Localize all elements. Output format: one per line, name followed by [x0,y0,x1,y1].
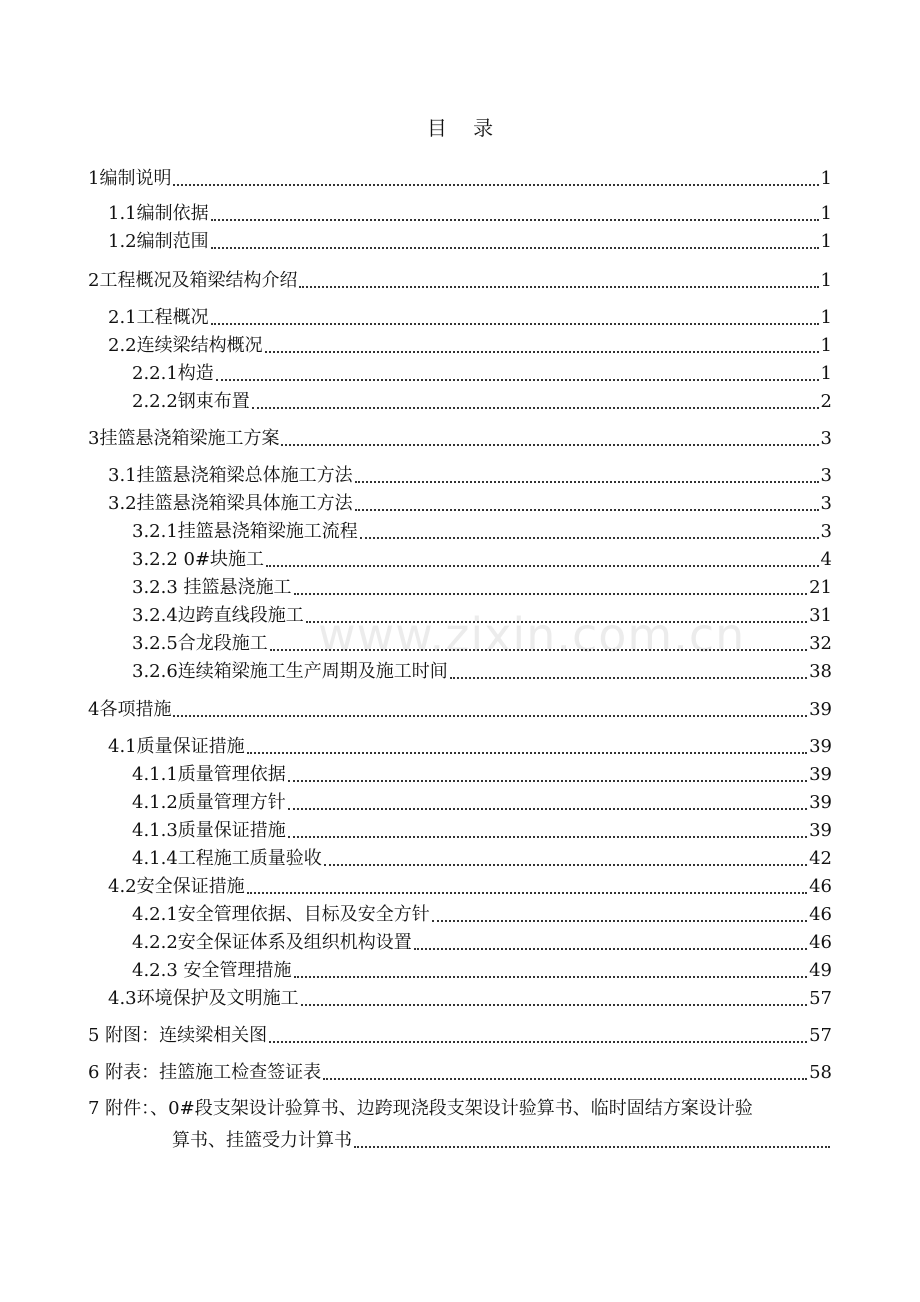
toc-entry[interactable] [108,736,832,758]
toc-entry-page: 39 [809,820,832,841]
toc-entry[interactable] [132,848,832,870]
toc-entry-label: 3.1挂篮悬浇箱梁总体施工方法 [108,465,353,486]
toc-entry-label: 4.1.4工程施工质量验收 [132,848,322,869]
dot-leader [247,752,807,754]
dot-leader [432,920,807,922]
toc-entry[interactable] [132,820,832,842]
dot-leader [266,565,818,567]
toc-entry-label: 4.3环境保护及文明施工 [108,988,299,1009]
toc-entry-page: 2 [820,391,832,412]
toc-entry[interactable] [88,270,832,292]
dot-leader [288,808,807,810]
toc-entry-page: 4 [820,549,832,570]
dot-leader [281,444,818,446]
toc-entry[interactable] [88,428,832,450]
toc-entry[interactable] [132,577,832,599]
toc-entry-page: 46 [809,932,832,953]
toc-entry-page: 39 [809,792,832,813]
toc-entry-appendix-line1[interactable]: 7 附件：、0#段支架设计验算书、边跨现浇段支架设计验算书、临时固结方案设计验 [88,1098,753,1119]
toc-entry[interactable] [108,335,832,357]
toc-entry[interactable] [132,633,832,655]
toc-entry-label: 4.1.1质量管理依据 [132,764,286,785]
toc-entry-label: 1.1编制依据 [108,203,209,224]
dot-leader [354,1146,830,1148]
toc-entry[interactable] [132,661,832,683]
dot-leader [252,407,819,409]
toc-entry-page: 1 [820,231,832,252]
toc-entry[interactable] [108,465,832,487]
toc-entry[interactable] [132,549,832,571]
dot-leader [299,286,818,288]
toc-entry[interactable] [108,307,832,329]
toc-entry-page: 38 [809,661,832,682]
dot-leader [211,247,819,249]
toc-entry[interactable] [132,764,832,786]
dot-leader [323,1078,807,1080]
toc-entry[interactable] [108,203,832,225]
toc-entry-page: 1 [820,307,832,328]
dot-leader [414,948,807,950]
toc-entry-label: 2.2连续梁结构概况 [108,335,263,356]
toc-entry-page: 39 [809,736,832,757]
toc-entry-label: 3.2.5合龙段施工 [132,633,268,654]
dot-leader [306,621,807,623]
toc-entry-page: 42 [809,848,832,869]
toc-entry-label: 2工程概况及箱梁结构介绍 [88,270,298,291]
toc-entry-page: 46 [809,904,832,925]
toc-entry-page: 31 [809,605,832,626]
dot-leader [294,593,808,595]
toc-entry-label: 3.2.6连续箱梁施工生产周期及施工时间 [132,661,448,682]
dot-leader [173,184,818,186]
toc-entry[interactable] [88,699,832,721]
watermark: www.zixin.com.cn [318,608,746,662]
dot-leader [360,537,819,539]
toc-entry-label: 4各项措施 [88,699,172,720]
toc-entry-label: 4.2.3 安全管理措施 [132,960,292,981]
toc-entry[interactable] [132,904,832,926]
toc-entry-label: 4.2.2安全保证体系及组织机构设置 [132,932,412,953]
toc-entry[interactable] [132,363,832,385]
toc-entry[interactable] [108,988,832,1010]
toc-entry-page: 1 [820,270,832,291]
toc-entry-page: 1 [820,203,832,224]
dot-leader [173,715,807,717]
dot-leader [301,1004,807,1006]
toc-entry-label: 算书、挂篮受力计算书 [172,1130,352,1151]
toc-entry-label: 3.2.3 挂篮悬浇施工 [132,577,292,598]
toc-entry-label: 1.2编制范围 [108,231,209,252]
toc-entry[interactable] [132,932,832,954]
dot-leader [450,677,807,679]
dot-leader [355,509,819,511]
toc-entry[interactable] [132,521,832,543]
toc-entry-label: 3.2挂篮悬浇箱梁具体施工方法 [108,493,353,514]
toc-entry-label: 2.2.2钢束布置 [132,391,250,412]
dot-leader [288,780,807,782]
toc-entry-label: 4.2安全保证措施 [108,876,245,897]
toc-entry[interactable] [88,1025,832,1047]
toc-entry[interactable] [88,168,832,190]
toc-entry-page: 57 [809,988,832,1009]
toc-title: 目 录 [426,116,504,140]
dot-leader [288,836,807,838]
toc-entry-label: 3.2.1挂篮悬浇箱梁施工流程 [132,521,358,542]
toc-entry-page: 58 [809,1062,832,1083]
toc-entry[interactable] [132,960,832,982]
toc-entry-label: 2.1工程概况 [108,307,209,328]
toc-entry-label: 3.2.4边跨直线段施工 [132,605,304,626]
dot-leader [324,864,807,866]
toc-entry-page: 39 [809,699,832,720]
toc-entry-page: 3 [820,465,832,486]
toc-entry-page: 3 [820,521,832,542]
toc-entry-page: 3 [820,493,832,514]
dot-leader [269,1041,807,1043]
toc-entry[interactable] [108,876,832,898]
toc-entry-label: 4.1.3质量保证措施 [132,820,286,841]
dot-leader [247,892,807,894]
toc-entry-label: 6 附表：挂篮施工检查签证表 [88,1062,322,1083]
toc-entry-page: 1 [820,335,832,356]
toc-entry[interactable] [108,493,832,515]
dot-leader [294,976,808,978]
dot-leader [355,481,819,483]
toc-entry-page: 1 [820,168,832,189]
dot-leader [265,351,819,353]
toc-entry-page: 57 [809,1025,832,1046]
toc-entry-label: 4.2.1安全管理依据、目标及安全方针 [132,904,430,925]
toc-entry-page: 39 [809,764,832,785]
dot-leader [211,219,819,221]
toc-entry-label: 4.1.2质量管理方针 [132,792,286,813]
toc-entry-label: 1编制说明 [88,168,172,189]
toc-entry-page: 32 [809,633,832,654]
toc-entry-page: 46 [809,876,832,897]
dot-leader [211,323,819,325]
toc-entry[interactable] [132,605,832,627]
toc-entry[interactable] [132,792,832,814]
toc-entry[interactable] [132,391,832,413]
toc-entry-page: 49 [809,960,832,981]
toc-entry-page: 1 [820,363,832,384]
toc-entry-page: 21 [809,577,832,598]
toc-entry[interactable] [108,231,832,253]
toc-entry-label: 3挂篮悬浇箱梁施工方案 [88,428,280,449]
dot-leader [216,379,819,381]
toc-entry-appendix-line2[interactable] [172,1130,832,1152]
toc-entry-label: 3.2.2 0#块施工 [132,549,265,570]
toc-entry-label: 5 附图：连续梁相关图 [88,1025,268,1046]
toc-entry-label: 2.2.1构造 [132,363,214,384]
toc-entry-page: 3 [820,428,832,449]
toc-entry[interactable] [88,1062,832,1084]
toc-entry-label: 4.1质量保证措施 [108,736,245,757]
dot-leader [270,649,807,651]
